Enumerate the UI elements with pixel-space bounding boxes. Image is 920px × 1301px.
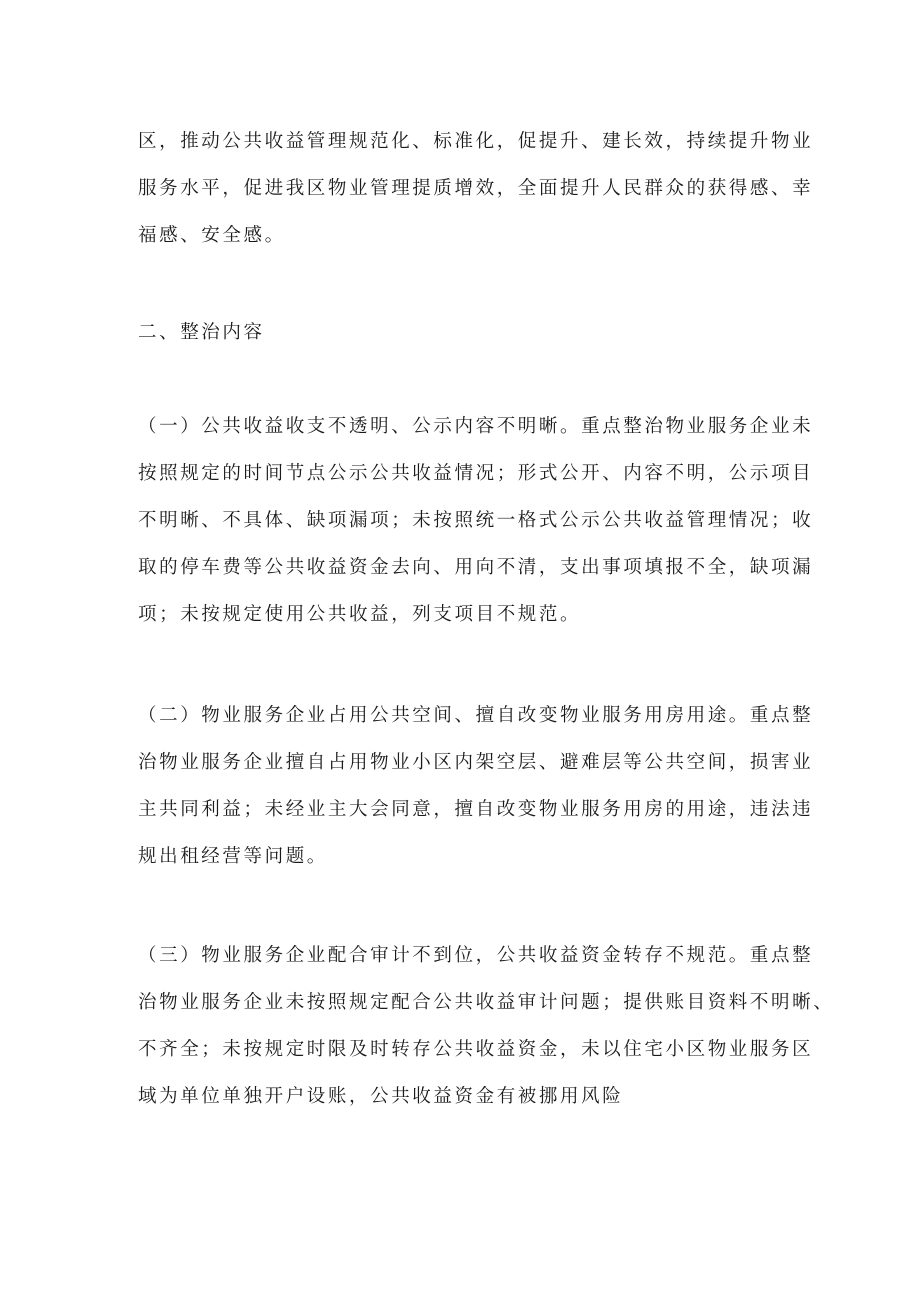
intro-line-2: 服务水平，促进我区物业管理提质增效，全面提升人民群众的获得感、幸 — [138, 178, 814, 199]
item-2-line-3: 主共同利益；未经业主大会同意，擅自改变物业服务用房的用途，违法违 — [138, 799, 814, 820]
intro-paragraph — [138, 118, 814, 259]
section-heading: 二、整治内容 — [138, 322, 265, 343]
item-1-line-3: 不明晰、不具体、缺项漏项；未按照统一格式公示公共收益管理情况；收 — [138, 510, 814, 531]
item-1-paragraph — [138, 403, 814, 638]
item-2-line-4: 规出租经营等问题。 — [138, 846, 328, 867]
item-3-paragraph — [138, 932, 835, 1120]
item-1-line-2: 按照规定的时间节点公示公共收益情况；形式公开、内容不明，公示项目 — [138, 463, 814, 484]
item-2-paragraph — [138, 692, 814, 880]
item-3-line-4: 域为单位单独开户设账，公共收益资金有被挪用风险 — [138, 1086, 624, 1107]
item-1-line-1: （一）公共收益收支不透明、公示内容不明晰。重点整治物业服务企业未 — [138, 416, 814, 437]
item-2-line-1: （二）物业服务企业占用公共空间、擅自改变物业服务用房用途。重点整 — [138, 705, 814, 726]
item-2-line-2: 治物业服务企业擅自占用物业小区内架空层、避难层等公共空间，损害业 — [138, 752, 814, 773]
item-1-line-4: 取的停车费等公共收益资金去向、用向不清，支出事项填报不全，缺项漏 — [138, 557, 814, 578]
section-heading-block — [138, 309, 788, 356]
item-3-line-3: 不齐全；未按规定时限及时转存公共收益资金，未以住宅小区物业服务区 — [138, 1039, 814, 1060]
intro-line-3: 福感、安全感。 — [138, 225, 286, 246]
intro-line-1: 区，推动公共收益管理规范化、标准化，促提升、建长效，持续提升物业 — [138, 131, 814, 152]
item-3-line-2: 治物业服务企业未按照规定配合公共收益审计问题；提供账目资料不明晰、 — [138, 992, 835, 1013]
item-1-line-5: 项；未按规定使用公共收益，列支项目不规范。 — [138, 604, 582, 625]
item-3-line-1: （三）物业服务企业配合审计不到位，公共收益资金转存不规范。重点整 — [138, 945, 814, 966]
